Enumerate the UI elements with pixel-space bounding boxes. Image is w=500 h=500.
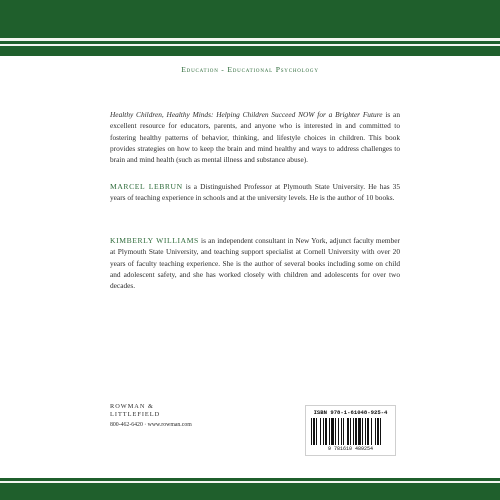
barcode-number: 9 781610 489254 (327, 446, 373, 452)
top-decorative-band (0, 0, 500, 56)
author-bio-text-1: is a Distinguished Professor at Plymouth State University. He has 35 years of teaching experience in schools and at the university levels. He is the author of 10 books. (110, 182, 401, 203)
author-name-2: KIMBERLY WILLIAMS (110, 236, 199, 245)
isbn-text: ISBN 978-1-61048-925-4 (313, 409, 388, 416)
publisher-logo (110, 403, 160, 419)
author-bio-1 (110, 181, 400, 204)
barcode-block (305, 405, 396, 456)
author-name-1: MARCEL LEBRUN (110, 182, 183, 191)
author-bio-2 (110, 235, 400, 291)
bottom-decorative-band (0, 478, 500, 500)
description-text: is an excellent resource for educators, parents, and anyone who is interested in and committed to fostering healthy patterns of behavior, thinking, and lifestyle choices in children. This book provides strategies on how to keep the brain and mind healthy and ways to address challenges to brain and mind health (such as mental illness and substance abuse). (110, 110, 400, 165)
book-title: Healthy Children, Healthy Minds: Helping Children Succeed NOW for a Brighter Future (110, 110, 383, 119)
publisher-name-line-2: LITTLEFIELD (110, 411, 161, 418)
barcode-image (311, 418, 390, 445)
book-description (110, 109, 400, 165)
publisher-name-line-1: ROWMAN & (110, 403, 154, 410)
author-bio-text-2: is an independent consultant in New York, adjunct faculty member at Plymouth State University, and teaching support specialist at Cornell University with over 20 years of faculty teaching experience. She is the author of several books including some on child and adolescent safety, and she has worked closely with children and adolescents for over two decades. (110, 236, 400, 291)
category-heading: Education - Educational Psychology (181, 65, 319, 74)
publisher-contact: 800-462-6420 · www.rowman.com (110, 422, 192, 428)
